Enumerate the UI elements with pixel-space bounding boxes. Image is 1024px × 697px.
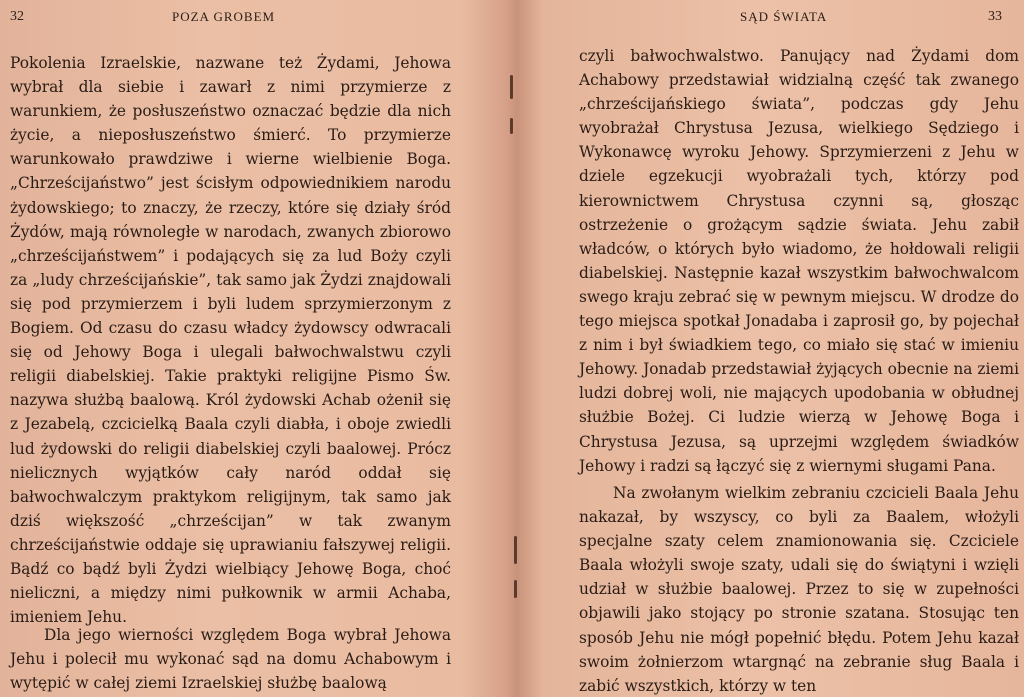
left-paragraph-1: Pokolenia Izraelskie, nazwane też Żydami, Jehowa wybrał dla siebie i zawarł z nimi przymierze z warunkiem, że posłuszeństwo oznaczać będzie dla nich życie, a nieposłuszeństwo śmierć. To przymierze warunkowało prawdziwe i wierne wielbienie Boga. „Chrześcijaństwo” jest ścisłym odpowiednikiem narodu żydowskiego; to znaczy, że rzeczy, które się działy śród Żydów, mają równoległe w narodach, zwanych zbiorowo „chrześcijaństwem” i podających się za lud Boży czyli za „ludy chrześcijańskie”, tak samo jak Żydzi znajdowali się pod przymierzem i byli ludem sprzymierzonym z Bogiem. Od czasu do czasu władcy żydowscy odwracali się od Jehowy Boga i ulegali bałwochwalstwu czyli religii diabelskiej. Takie praktyki religijne Pismo Św. nazywa służbą baalową. Król żydowski Achab ożenił się z Jezabelą, czcicielką Baala czyli diabła, i oboje zwiedli lud żydowski do religii diabelskiej czyli baalowej. Prócz nielicznych wyjątków cały naród oddał się bałwochwalczym praktykom religijnym, tak samo jak dziś większość „chrześcijan” w tak zwanym chrześcijaństwie oddaje się uprawianiu fałszywej religii. Bądź co bądź byli Żydzi wielbiący Jehowę Boga, choć nieliczni, a między nimi pułkownik w armii Achaba, imieniem Jehu. [10,54,451,627]
page-number-left: 32 [10,9,24,24]
right-paragraph-2: Na zwołanym wielkim zebraniu czcicieli Baala Jehu nakazał, by wszyscy, co byli za Baalem, włożyli specjalne szaty celem znamionowania się. Czciciele Baala włożyli swoje szaty, udali się do świątyni i wzięli udział w służbie baalowej. Przez to się w zupełności objawili jako stojący po stronie szatana. Stosując ten sposób Jehu nie mógł popełnić błędu. Potem Jehu kazał swoim żołnierzom wtargnąć na zebranie sług Baala i zabić wszystkich, którzy w ten [579,484,1019,695]
page-number-right: 33 [988,9,1002,24]
left-paragraph-2: Dla jego wierności względem Boga wybrał Jehowa Jehu i polecił mu wykonać sąd na domu Achabowym i wytępić w całej ziemi Izraelskiej służbę baalową [10,626,451,693]
running-head-right: SĄD ŚWIATA [740,9,828,24]
right-page [512,0,1024,697]
running-head-left: POZA GROBEM [172,9,276,24]
right-paragraph-1: czyli bałwochwalstwo. Panujący nad Żydami dom Achabowy przedstawiał widzialną część tak zwanego „chrześcijańskiego świata”, podczas gdy Jehu wyobrażał Chrystusa Jezusa, wielkiego Sędziego i Wykonawcę wyroku Jehowy. Sprzymierzeni z Jehu w dziele egzekucji wyobrażali tych, którzy pod kierownictwem Chrystusa czynni są, głosząc ostrzeżenie o grożącym sądzie świata. Jehu zabił władców, o których było wiadomo, że hołdowali religii diabelskiej. Następnie kazał wszystkim bałwochwalcom swego kraju zebrać się w pewnym miejscu. W drodze do tego miejsca spotkał Jonadaba i zaprosił go, by pojechał z nim i był świadkiem tego, co miało się stać w imieniu Jehowy. Jonadab przedstawiał żyjących obecnie na ziemi ludzi dobrej woli, nie mających upodobania w obłudnej służbie Bożej. Ci ludzie wierzą w Jehowę Boga i Chrystusa Jezusa, są uprzejmi względem świadków Jehowy i radzi są łączyć się z wiernymi sługami Pana. [579,47,1019,475]
